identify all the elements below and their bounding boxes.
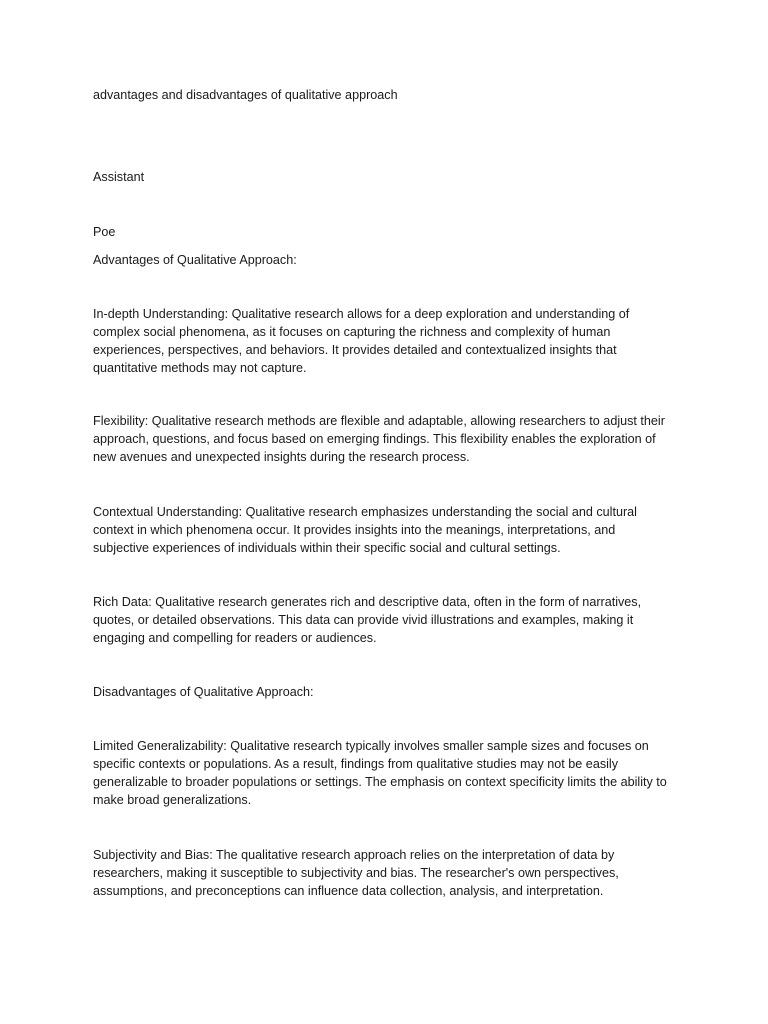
advantage-paragraph: Flexibility: Qualitative research methods are flexible and adaptable, allowing researchers to adjust their approach, questions, and focus based on emerging findings. This flexibility enables the exploration of new avenues and unexpected insights during the research process. (93, 414, 665, 464)
advantage-paragraph: Contextual Understanding: Qualitative research emphasizes understanding the social and cultural context in which phenomena occur. It provides insights into the meanings, interpretations, and subjective experiences of individuals within their specific social and cultural settings. (93, 505, 637, 555)
advantage-paragraph: In-depth Understanding: Qualitative research allows for a deep exploration and understanding of complex social phenomena, as it focuses on capturing the richness and complexity of human experiences, perspectives, and behaviors. It provides detailed and contextualized insights that quantitative methods may not capture. (93, 307, 630, 375)
bot-name: Poe (93, 225, 116, 239)
advantage-paragraph: Rich Data: Qualitative research generates rich and descriptive data, often in the form of narratives, quotes, or detailed observations. This data can provide vivid illustrations and examples, making it engaging and compelling for readers or audiences. (93, 595, 642, 645)
disadvantage-paragraph: Subjectivity and Bias: The qualitative research approach relies on the interpretation of data by researchers, making it susceptible to subjectivity and bias. The researcher's own perspectives, assumptions, and preconceptions can influence data collection, analysis, and interpretation. (93, 848, 619, 898)
disadvantage-paragraph: Limited Generalizability: Qualitative research typically involves smaller sample sizes and focuses on specific contexts or populations. As a result, findings from qualitative studies may not be easily generalizable to broader populations or settings. The emphasis on context specificity limits the ability to make broad generalizations. (93, 739, 667, 807)
disadvantages-heading: Disadvantages of Qualitative Approach: (93, 685, 314, 699)
advantages-heading: Advantages of Qualitative Approach: (93, 253, 297, 267)
document-title: advantages and disadvantages of qualitative approach (93, 88, 398, 102)
speaker-label: Assistant (93, 170, 145, 184)
